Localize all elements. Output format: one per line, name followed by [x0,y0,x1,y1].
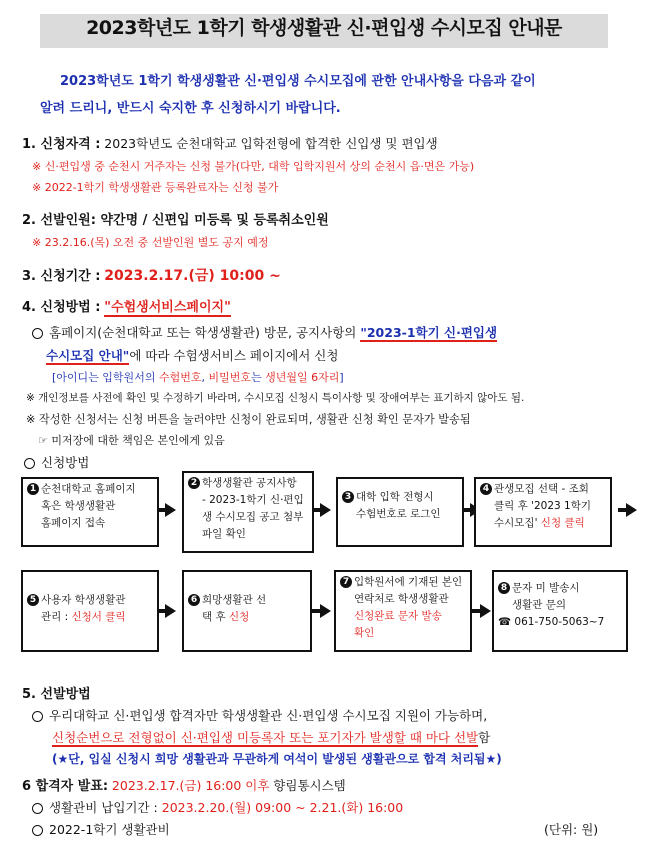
application-period: 2023.2.17.(금) 10:00 ~ [104,268,281,284]
step-7-line-4: 확인 [354,627,375,639]
notice-title-part-1: "2023-1학기 신·편입생 [360,325,498,340]
step-2-line-3: 생 수시모집 공고 첨부 [202,511,304,523]
step-7-line-3: 신청완료 문자 발송 [354,610,442,622]
section-4-note-2: ※ 작성한 신청서는 신청 버튼을 눌러야만 신청이 완료되며, 생활관 신청 확인 문자가 발송됨 [26,413,471,426]
bullet-circle-icon [24,458,35,469]
step-8-number: 8 [498,582,510,594]
step-3-box [336,477,464,547]
step-7-number: 7 [340,576,352,588]
section-6-heading: 6 합격자 발표: [22,779,109,794]
step-8-line-1: 문자 미 발송시 [512,582,580,594]
step-2-line-1: 학생생활관 공지사항 [202,477,297,489]
login-id-label: 아이디 [56,371,89,384]
section-5-line-2 [52,728,490,746]
payment-period-row [32,798,403,816]
section-4-line-2-text: 에 따라 수험생서비스 페이지에서 신청 [129,348,339,363]
fee-label: 2022-1학기 생활관비 [49,822,170,837]
step-1-line-2: 혹은 학생생활관 [41,500,116,512]
intro-line-2: 알려 드리니, 반드시 숙지한 후 신청하시기 바랍니다. [40,101,341,116]
section-1-note-2: ※ 2022-1학기 학생생활관 등록완료자는 신청 불가 [32,181,279,194]
step-5-application-click: 신청서 클릭 [71,611,126,623]
bullet-circle-icon [32,803,43,814]
step-5-box [21,570,159,652]
section-3 [22,265,281,285]
section-1-text: 2023학년도 순천대학교 입학전형에 합격한 신입생 및 편입생 [104,136,438,151]
password-text: 비밀번호 [208,371,251,384]
procedure-heading [24,453,89,471]
step-4-box [474,477,612,547]
step-6-box [182,570,312,652]
step-3-line-2: 수험번호로 로그인 [356,508,441,520]
bullet-circle-icon [32,825,43,836]
step-2-box [182,471,314,553]
payment-period-value: 2023.2.20.(월) 09:00 ~ 2.21.(화) 16:00 [161,800,404,815]
login-info [52,369,344,385]
step-8-box [492,570,628,652]
step-1-line-1: 순천대학교 홈페이지 [41,483,136,495]
procedure-heading-text: 신청방법 [41,455,90,470]
announcement-system: 향림통시스템 [273,778,346,793]
section-4-line-2 [46,346,338,364]
step-6-line-1: 희망생활관 선 [202,594,267,606]
birthdate-text: 생년월일 6자리 [265,371,340,384]
bullet-circle-icon [32,711,43,722]
login-info-text-3: 는 [250,371,266,384]
payment-period-label: 생활관비 납입기간 : [49,800,158,815]
bracket-open: [ [52,371,57,384]
title-banner [40,8,608,50]
section-5-line-3: (★단, 입실 신청시 희망 생활관과 무관하게 여석이 발생된 생활관으로 합격 처리됨★) [52,752,502,766]
notice-title-part-2: 수시모집 안내" [46,348,130,363]
section-4-note-1: ※ 개인정보를 사전에 확인 및 수정하기 바라며, 수시모집 신청시 특이사항 및 장애여부는 표기하지 않아도 됨. [26,392,525,404]
step-8-phone: ☎ 061-750-5063~7 [498,616,605,628]
arrow-right-icon [480,604,491,618]
arrow-right-icon [165,503,176,517]
section-1-heading: 1. 신청자격 : [22,137,101,152]
section-4-note-3: ☞ 미저장에 대한 책임은 본인에게 있음 [38,434,225,447]
service-page-name: "수험생서비스페이지" [104,300,231,315]
step-4-line-2: 클릭 후 '2023 1학기 [494,500,592,512]
step-6-line-2: 택 후 [202,611,229,623]
section-4 [22,296,231,315]
section-1 [22,133,438,152]
bullet-circle-icon [32,328,43,339]
arrow-right-icon [626,503,637,517]
selection-rule: 신청순번으로 전형없이 신·편입생 미등록자 또는 포기자가 발생할 때 마다 선발 [52,730,479,745]
step-2-line-4: 파일 확인 [202,528,246,540]
section-5-line-1 [32,706,487,724]
step-2-number: 2 [188,477,200,489]
section-5-line-2-suffix: 함 [478,730,491,745]
section-5-heading: 5. 선발방법 [22,687,91,702]
section-4-heading: 4. 신청방법 : [22,300,101,315]
intro-line-1: 2023학년도 1학기 학생생활관 신·편입생 수시모집에 관한 안내사항을 다음과 같이 [60,74,536,89]
step-1-line-3: 홈페이지 접속 [41,517,106,529]
arrow-right-icon [320,604,331,618]
exam-number-text: 수험번호 [158,371,202,384]
step-7-line-2: 연락처로 학생생활관 [354,593,449,605]
step-6-number: 6 [188,594,200,606]
section-1-note-1: ※ 신·편입생 중 순천시 거주자는 신청 불가(다만, 대학 입학지원서 상의 순천시 읍·면은 가능) [32,160,475,173]
step-3-line-1: 대학 입학 전형시 [356,491,434,503]
page-title: 2023학년도 1학기 학생생활관 신·편입생 수시모집 안내문 [86,17,562,39]
step-5-line-2: 관리 : [41,611,72,623]
section-5-line-1-text: 우리대학교 신·편입생 합격자만 학생생활관 신·편입생 수시모집 지원이 가능하며, [49,708,488,723]
step-1-box [21,477,159,547]
arrow-right-icon [320,503,331,517]
step-4-line-3: 수시모집' [494,517,538,529]
step-7-line-1: 입학원서에 기재된 본인 [354,576,463,588]
step-3-number: 3 [342,491,354,503]
fee-row [32,820,170,838]
step-4-apply-click: 신청 클릭 [537,517,585,529]
section-6 [22,775,346,794]
step-4-line-1: 관생모집 선택 - 조회 [494,483,589,495]
login-info-text-2: , [201,371,209,384]
section-4-line-1 [32,323,497,341]
step-6-apply: 신청 [228,611,250,623]
step-5-line-1: 사용자 학생생활관 [41,594,126,606]
section-3-heading: 3. 신청기간 : [22,269,101,284]
step-2-line-2: - 2023-1학기 신·편입 [202,494,304,506]
bracket-close: ] [339,371,344,384]
announcement-date: 2023.2.17.(금) 16:00 이후 [111,778,270,793]
step-7-box [334,570,472,652]
arrow-right-icon [165,604,176,618]
section-2-heading: 2. 선발인원: 약간명 / 신편입 미등록 및 등록취소인원 [22,213,329,228]
section-4-line-1-text: 홈페이지(순천대학교 또는 학생생활관) 방문, 공지사항의 [49,325,357,340]
step-8-line-2: 생활관 문의 [512,599,567,611]
step-1-number: 1 [27,483,39,495]
section-2-note: ※ 23.2.16.(목) 오전 중 선발인원 별도 공지 예정 [32,236,269,249]
login-info-text-1: 는 입학원서의 [88,371,159,384]
step-4-number: 4 [480,483,492,495]
unit-label: (단위: 원) [544,822,599,837]
step-5-number: 5 [27,594,39,606]
